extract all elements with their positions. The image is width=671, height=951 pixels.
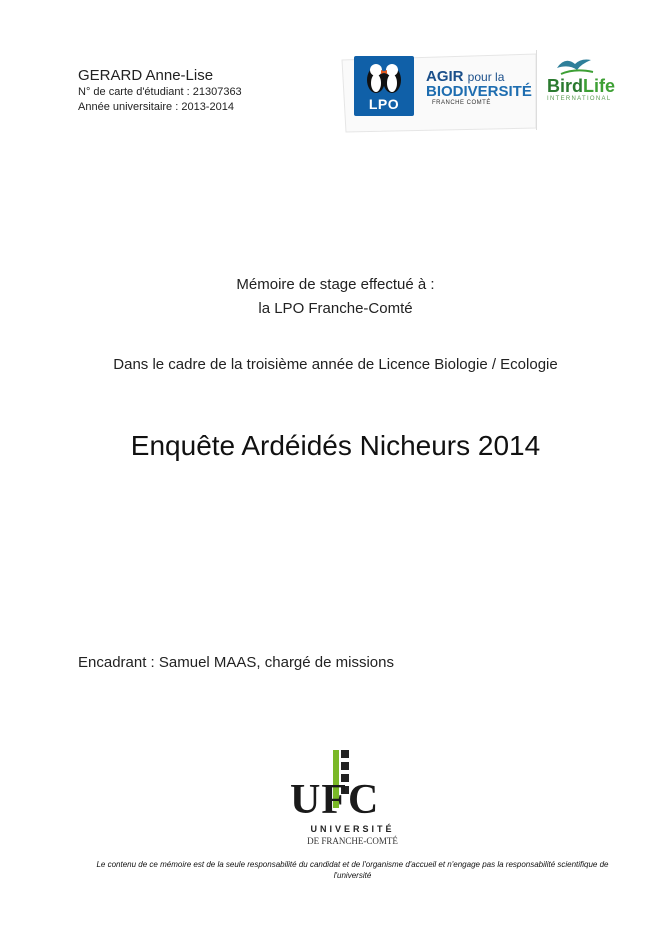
ufc-universite: UNIVERSITÉ [310,824,395,834]
ufc-logo [290,750,415,850]
degree-context: Dans le cadre de la troisième année de Licence Biologie / Ecologie [113,356,558,373]
ufc-letters: UFC [290,777,380,823]
host-organisation: la LPO Franche-Comté [258,300,413,317]
academic-year: Année universitaire : 2013-2014 [78,101,234,113]
franche-comte-text: FRANCHE COMTÉ [432,100,491,106]
logo-divider [536,50,537,130]
birdlife-logo [547,54,627,102]
supervisor: Encadrant : Samuel MAAS, chargé de missions [78,654,394,671]
bird-icon [555,54,595,76]
partner-logos [340,40,640,135]
agir-biodiversite-logo [426,70,532,107]
document-title: Enquête Ardéidés Nicheurs 2014 [130,430,541,461]
student-name: GERARD Anne-Lise [78,67,214,84]
birdlife-life: Life [583,76,616,96]
student-info [78,66,242,115]
birdlife-bird: Bird [547,76,583,96]
biodiversite-text: BIODIVERSITÉ [426,83,532,100]
lpo-logo-text: LPO [368,96,400,112]
disclaimer: Le contenu de ce mémoire est de la seule responsabilité du candidat et de l'organisme d'accueil et n'engage pas la responsabilité scientifique de l'université [96,860,609,880]
lpo-logo [354,56,414,116]
student-card-number: N° de carte d'étudiant : 21307363 [78,86,242,98]
birdlife-international: INTERNATIONAL [547,96,612,102]
memoire-line: Mémoire de stage effectué à : [236,276,435,293]
pour-la-text: pour la [467,70,505,84]
ufc-franche-comte: DE FRANCHE-COMTÉ [307,836,398,846]
agir-text: AGIR [426,68,464,85]
